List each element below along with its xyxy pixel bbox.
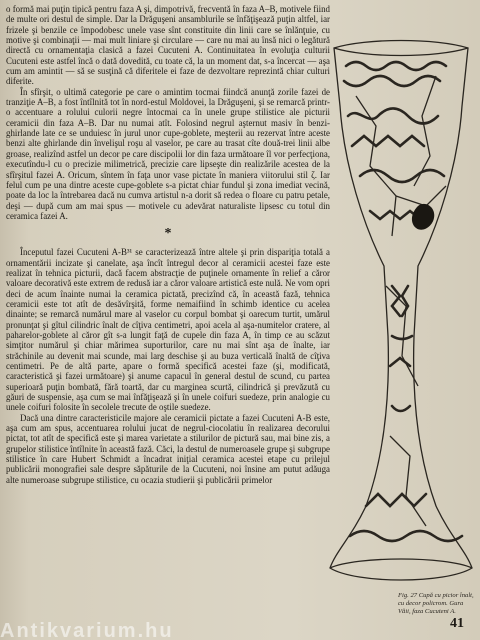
goblet-drawing — [326, 36, 476, 596]
paragraph-1: o formă mai puţin tipică pentru faza A şi, dimpotrivă, frecventă în faza A–B, motivele fiind de multe ori destul de simple. Dar la Drăguşeni ansamblurile se înfăţişează puţin altfel, iar frizele şi benzile ce împodobesc unele vase sînt constituite din linii care se înlănţuie, cu motive şi combinaţii — mai mult liniare şi circulare — care nu mai au însă nici o legătură directă cu ornamentaţia clasică a fazei Cucuteni A. Continuitatea în evoluţia culturii Cucuteni este astfel încă o dată dovedită, cu toate că, la un moment dat, s-a încercat — aşa cum am amintit — să se susţină că diferitele ei faze de dezvoltare reprezintă chiar culturi diferite. — [6, 4, 330, 87]
paragraph-3: Începutul fazei Cucuteni A-B³¹ se caracterizează între altele şi prin dispariţia totală a ornamentării incizate şi canelate, aşa încît întregul decor al ceramicii acestei faze este realizat în tehnica picturii, dacă facem abstracţie de puţinele ornamente în relief a căror valoare decorativă este extrem de redusă iar a căror valoare artistică este nulă. Ne vom opri deci de acum înainte numai la ceramica pictată, precizînd că, în această fază, tehnica ceramicii este tot atît de desăvîrşită, forme nemaifiind în schimb identice cu acelea dinainte; se remarcă numărul mare al vaselor cu corpul bombat şi oarecum turtit, umărul pronunţat şi gîtul cilindric înalt de cîţiva centimetri, apoi acela al aşa-numitelor cratere, al paharelor-goblete al căror gît s-a lungit faţă de cupele din faza A, în timp ce au scăzut simţitor numărul şi chiar mărimea suporturilor, care nu mai sînt aşa de înalte, iar străchinile au devenit mai scunde, mai larg deschise şi au buza verticală înaltă de cîţiva centimetri. Pe de altă parte, apare o formă specifică acestei faze (şi, modificată, caracteristică şi fazei următoare) şi anume capacul în general destul de scund, cu partea superioară puţin bombată, fără toartă, dar cu marginea scurtă, cilindrică şi prevăzută cu găuri de suspensie, aşa cum se mai înfăţişează şi în unele coifuri suedeze, prin analogie cu unele coifuri folosite în secolele trecute de oştile suedeze. — [6, 247, 330, 413]
figure-goblet-illustration — [326, 36, 476, 596]
figure-caption: Fig. 27 Cupă cu picior înalt, cu decor policrom. Gura Văii, faza Cucuteni A. — [398, 592, 474, 615]
paragraph-4: Dacă una dintre caracteristicile majore ale ceramicii pictate a fazei Cucuteni A-B este, aşa cum am spus, accentuarea rolului jucat de negrul-ciocolatiu în realizarea decorului pictat, tot atît de specifică este şi marea varietate a stilurilor de pictură sau, mai bine zis, a grupelor stilistice întîlnite în această fază. Căci, la destul de numeroasele grupe şi subgrupe stilistice în care Hubert Schmidt a încadrat iniţial ceramica acestei etape cu prilejul publicării monografiei sale despre săpăturile de la Cucuteni, noi însine am putut adăuga alte numeroase subgrupe stilistice, cu ocazia studierii şi publicării primelor — [6, 412, 330, 485]
body-text-column — [6, 4, 330, 612]
dark-paint-spot — [412, 204, 434, 230]
watermark-text: Antikvarium.hu — [0, 620, 174, 640]
paragraph-2: În sfîrşit, o ultimă categorie pe care o amintim tocmai fiindcă anunţă zorile fazei de tranziţie A–B, a fost întîlnită tot în nord-estul Moldovei, la Drăguşeni, şi se remarcă printr-o accentuare a rolului culorii negre întocmai ca în unele grupe stilistice ale picturii ceramicii din faza A–B. Dar nu numai atît. Folosind negrul aşternut masiv în benzi-ghirlande late ce se unduiesc în jurul unor cupe-goblete, meşterii au rezervat între aceste benzi alte ghirlande din învelişul roşu al vaselor, pe care au trasat cîte două-trei linii albe groase, realizînd astfel un decor pe care discipolii lor din faza următoare îl vor perfecţiona, executîndu-l cu o precizie milimetrică, precizie care lipseşte din realizările acestea de la sfîrşitul fazei A. Oricum, sîntem în faţa unor vase pictate în maniera viitorului stil ζ. Iar felul cum pe una dintre aceste cupe-goblete s-a pictat chiar fundul şi zona imediat vecină, poate da loc la întrebarea dacă nu cumva artistul n-a dorit să redea o floare cu patru petale, deşi — după cum am mai spus — motivele cu adevărat naturaliste lipsesc cu totul din ceramica fazei A. — [6, 86, 330, 221]
section-separator: * — [164, 226, 172, 242]
page-number: 41 — [450, 616, 464, 631]
